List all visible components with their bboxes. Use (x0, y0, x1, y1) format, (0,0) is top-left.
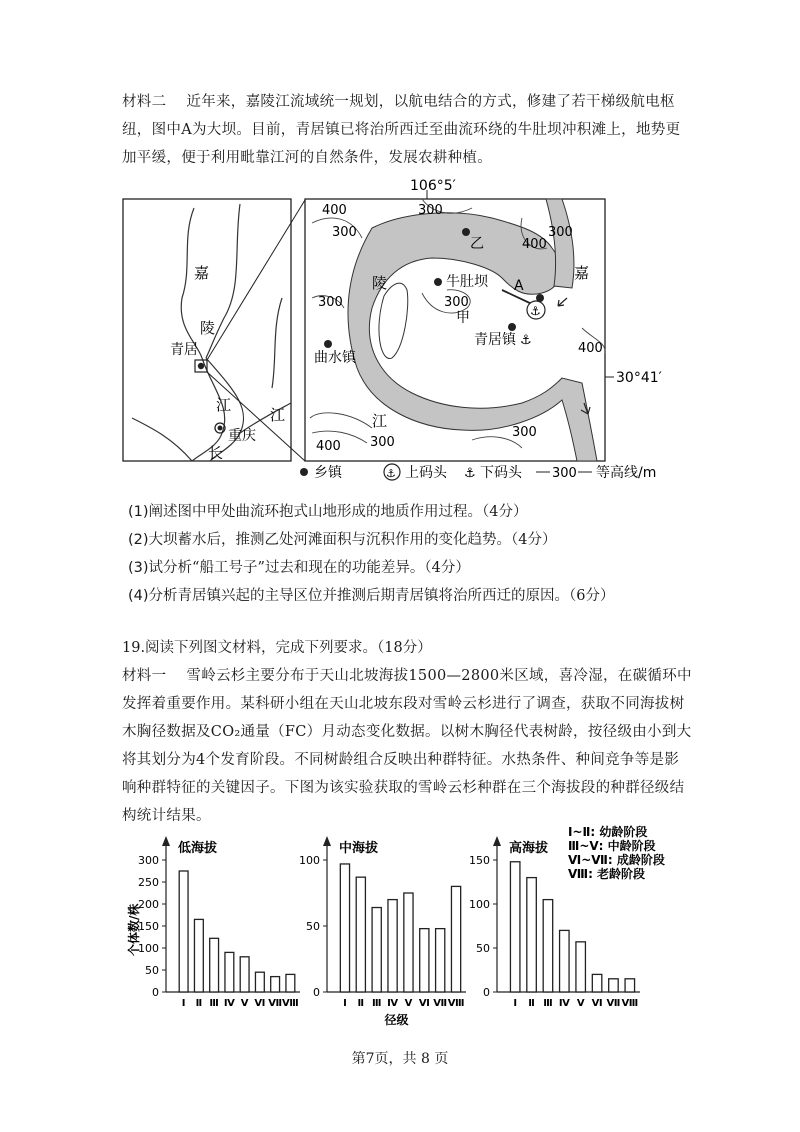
x-tick-label: Ⅰ (181, 998, 186, 1009)
chart-title: 高海拔 (509, 841, 549, 856)
legend-upper-dock-icon: ⚓ (386, 467, 396, 480)
chart-title: 中海拔 (339, 841, 379, 856)
bar (436, 929, 445, 992)
y-tick-label: 0 (313, 986, 320, 999)
q19-text: 雪岭云杉主要分布于天山北坡海拔1500—2800米区域，喜冷湿，在碳循环中发挥着重要作用。某科研小组在天山北坡东段对雪岭云杉进行了调查，获取不同海拔树木胸径数据及CO₂通量（FC）月动态变化数据。以树木胸径代表树龄，按径级由小到大将其划分为4个发育阶段。不同树龄组合反映出种群特征。水热条件、种间竞争等是影响种群特征的关键因子。下图为该实验获取的雪岭云杉种群在三个海拔段的种群径级结构统计结果。 (122, 668, 692, 824)
bar (625, 979, 634, 992)
x-tick-label: Ⅶ (433, 998, 448, 1009)
x-tick-label: Ⅳ (387, 998, 399, 1009)
x-tick-label: Ⅱ (195, 998, 203, 1009)
y-tick-label: 150 (138, 920, 159, 933)
overview-label-jiang1: 江 (216, 396, 232, 414)
chart-mid-altitude (299, 836, 466, 1027)
overview-label-jiang2: 江 (270, 406, 286, 424)
contour-label-niudu: 300 (444, 295, 469, 310)
detail-label-yi: 乙 (470, 236, 484, 252)
x-tick-label: Ⅱ (357, 998, 365, 1009)
y-axis-arrow (162, 836, 170, 846)
detail-label-ling: 陵 (372, 274, 388, 292)
y-tick-label: 100 (469, 898, 490, 911)
stage-legend (568, 824, 665, 881)
material2-tag: 材料二 (122, 94, 167, 110)
bar (609, 979, 618, 992)
chart-low-altitude (126, 836, 300, 1009)
detail-label-qingju: 青居镇 (474, 332, 516, 348)
overview-label-qingju: 青居 (170, 342, 198, 358)
x-tick-label: Ⅴ (404, 998, 413, 1009)
x-tick-label: Ⅶ (606, 998, 621, 1009)
bar (210, 938, 219, 992)
overview-map (123, 199, 305, 462)
legend-contour-sample: 300 (552, 466, 577, 481)
x-tick-label: Ⅵ (418, 998, 430, 1009)
question-3: (3)试分析“船工号子”过去和现在的功能差异。（4分） (128, 560, 470, 576)
contour-label: 300 (418, 203, 443, 218)
contour-label: 400 (522, 237, 547, 252)
stage-legend-item: Ⅷ: 老龄阶段 (568, 867, 646, 881)
detail-label-qushui: 曲水镇 (314, 350, 356, 366)
material2-text: 近年来，嘉陵江流域统一规划，以航电结合的方式，修建了若干梯级航电枢纽，图中A为大坝。目前，青居镇已将治所西迁至曲流环绕的牛肚坝冲积滩上，地势更加平缓，便于利用毗靠江河的自然条件，发展农耕种植。 (122, 94, 681, 166)
x-tick-label: Ⅲ (543, 998, 553, 1009)
legend-contour: 等高线/m (596, 465, 657, 481)
q19-tag: 材料一 (122, 668, 167, 684)
bar (255, 972, 264, 992)
x-tick-label: Ⅲ (371, 998, 382, 1009)
page-footer: 第7页，共 8 页 (351, 1051, 449, 1067)
y-axis-label: 个体数/株 (127, 903, 141, 956)
latitude-label: 30°41′ (616, 370, 662, 386)
y-tick-label: 250 (138, 876, 159, 889)
contour-label: 300 (318, 295, 343, 310)
detail-map (305, 178, 662, 461)
x-tick-label: Ⅵ (254, 998, 266, 1009)
jialing-river-maps (122, 178, 682, 483)
bar (576, 942, 585, 992)
bar (543, 900, 552, 992)
bar (560, 930, 569, 992)
y-tick-label: 100 (299, 854, 320, 867)
bar (451, 886, 460, 992)
upper-dock-icon: ⚓ (530, 304, 541, 318)
y-tick-label: 50 (476, 942, 490, 955)
stage-legend-item: Ⅰ~Ⅱ: 幼龄阶段 (568, 825, 648, 839)
question-1: (1)阐述图中甲处曲流环抱式山地形成的地质作用过程。（4分） (128, 504, 528, 520)
x-tick-label: Ⅷ (282, 998, 299, 1009)
bar (372, 908, 381, 992)
y-tick-label: 300 (138, 854, 159, 867)
bar (404, 893, 413, 992)
x-tick-label: Ⅰ (343, 998, 347, 1009)
bar (527, 878, 536, 992)
x-tick-label: Ⅶ (268, 998, 283, 1009)
overview-label-ling: 陵 (200, 319, 216, 337)
overview-label-chongqing: 重庆 (228, 428, 256, 444)
bar (592, 974, 601, 992)
x-axis-label: 径级 (384, 1013, 409, 1027)
overview-label-chang: 长 (208, 444, 224, 462)
contour-label: 300 (512, 425, 537, 440)
bar (388, 900, 397, 992)
diameter-class-charts (0, 820, 800, 1040)
y-tick-label: 50 (306, 920, 320, 933)
legend-lower-dock: 下码头 (480, 465, 522, 481)
x-tick-label: Ⅰ (513, 998, 518, 1009)
x-tick-label: Ⅷ (447, 998, 465, 1009)
dam-label: A (514, 278, 524, 294)
y-axis-arrow (323, 836, 331, 846)
x-tick-label: Ⅳ (223, 998, 235, 1009)
y-tick-label: 0 (152, 986, 159, 999)
detail-label-niudu: 牛肚坝 (446, 274, 488, 290)
bar (240, 957, 249, 992)
bar (194, 919, 203, 992)
q19-paragraph (122, 662, 692, 830)
x-tick-label: Ⅱ (528, 998, 535, 1009)
y-tick-label: 100 (138, 942, 159, 955)
bar (340, 864, 349, 992)
legend-upper-dock: 上码头 (405, 465, 447, 481)
question-4: (4)分析青居镇兴起的主导区位并推测后期青居镇将治所西迁的原因。（6分） (128, 588, 615, 604)
longitude-label: 106°5′ (410, 178, 456, 194)
lower-dock-icon: ⚓ (520, 333, 532, 348)
x-tick-label: Ⅲ (209, 998, 219, 1009)
contour-label: 300 (370, 435, 395, 450)
contour-label: 400 (316, 439, 341, 454)
detail-label-jia: 嘉 (574, 264, 590, 282)
legend-lower-dock-icon: ⚓ (464, 466, 476, 481)
x-tick-label: Ⅴ (576, 998, 585, 1009)
bar (225, 952, 234, 992)
legend-town: 乡镇 (314, 465, 342, 481)
detail-label-jiang: 江 (372, 412, 388, 430)
x-tick-label: Ⅴ (240, 998, 249, 1009)
contour-label: 300 (332, 225, 357, 240)
stage-legend-item: Ⅵ~Ⅶ: 成龄阶段 (568, 853, 665, 867)
map-legend (300, 464, 656, 481)
y-axis-arrow (493, 836, 501, 846)
contour-label: 300 (548, 225, 573, 240)
overview-label-jia: 嘉 (194, 264, 210, 282)
y-tick-label: 150 (469, 854, 490, 867)
y-tick-label: 0 (483, 986, 490, 999)
y-tick-label: 50 (145, 964, 159, 977)
detail-label-jia-point: 甲 (456, 310, 470, 326)
x-tick-label: Ⅷ (621, 998, 639, 1009)
y-tick-label: 200 (138, 898, 159, 911)
chart-title: 低海拔 (178, 841, 218, 856)
bar (356, 877, 365, 992)
question-2: (2)大坝蓄水后，推测乙处河滩面积与沉积作用的变化趋势。（4分） (128, 532, 557, 548)
contour-label: 400 (578, 341, 603, 356)
material2-paragraph (122, 88, 692, 172)
bar (179, 871, 188, 992)
contour-label: 400 (322, 203, 347, 218)
x-tick-label: Ⅳ (558, 998, 570, 1009)
stage-legend-item: Ⅲ~Ⅴ: 中龄阶段 (568, 839, 656, 853)
bar (420, 929, 429, 992)
bar (286, 974, 295, 992)
bar (271, 977, 280, 992)
x-tick-label: Ⅵ (591, 998, 603, 1009)
bar (510, 862, 519, 992)
q19-title: 19.阅读下列图文材料，完成下列要求。（18分） (122, 640, 432, 656)
